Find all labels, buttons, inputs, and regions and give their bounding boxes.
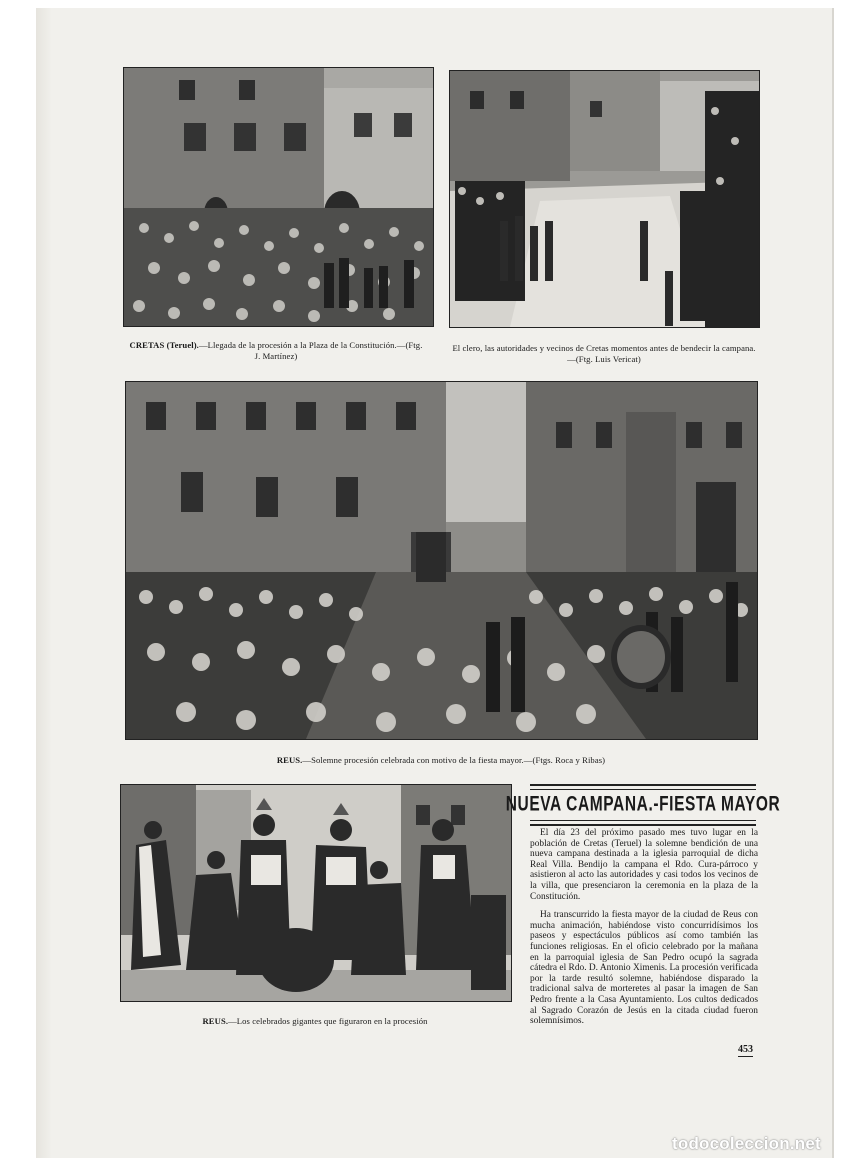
- caption-reus-gigantes: [122, 1016, 508, 1027]
- caption-place: CRETAS (Teruel).: [129, 340, 199, 350]
- article-headline: NUEVA CAMPANA.-FIESTA MAYOR: [505, 792, 781, 816]
- caption-text: —Los celebrados gigantes que figuraron en la procesión: [228, 1016, 428, 1026]
- article-paragraph: Ha transcurrido la fiesta mayor de la ciudad de Reus con mucha animación, habiéndose visto concurridísimos los paseos y espectáculos públicos así como también las funciones religiosas. En el oficio celebrado por la mañana en la parroquial iglesia de San Pedro ocupó la sagrada cátedra el Rdo. D. Antonio Ximenis. La procesión verificada por la tarde resultó solemne, habiéndose disparado la tradicional salva de morteretes al pasar la imagen de San Pedro frente a la Casa Ayuntamiento. Los cultos dedicados al Sagrado Corazón de Jesús en la citada ciudad fueron solemnísimos.: [530, 910, 758, 1027]
- photo-cretas-plaza: [123, 67, 434, 327]
- caption-place: REUS.: [202, 1016, 229, 1026]
- caption-text: —Solemne procesión celebrada con motivo de la fiesta mayor.—(Ftgs. Roca y Ribas): [302, 755, 606, 765]
- photo-reus-procesion-image: [126, 382, 757, 739]
- page-number: 453: [738, 1044, 753, 1055]
- photo-cretas-clero-image: [450, 71, 759, 327]
- watermark: todocoleccion.net: [672, 1134, 821, 1153]
- caption-cretas-plaza: [126, 340, 426, 362]
- caption-text: El clero, las autoridades y vecinos de Cretas momentos antes de bendecir la campana.—(Ftg. Luis Vericat): [452, 343, 756, 364]
- caption-reus-procesion: [126, 755, 756, 766]
- photo-cretas-clero: [449, 70, 760, 328]
- caption-place: REUS.: [276, 755, 303, 765]
- caption-text: —Llegada de la procesión a la Plaza de la Constitución.—(Ftg. J. Martínez): [198, 340, 423, 361]
- photo-reus-gigantes-image: [121, 785, 511, 1001]
- photo-reus-gigantes: [120, 784, 512, 1002]
- article-headline-box: [505, 784, 781, 826]
- caption-cretas-clero: [452, 343, 756, 365]
- photo-reus-procesion: [125, 381, 758, 740]
- page-binding-edge: [36, 8, 52, 1158]
- article-paragraph: El día 23 del próximo pasado mes tuvo lugar en la población de Cretas (Teruel) la solemne bendición de una nueva campana destinada a la iglesia parroquial de dicha Real Villa. Bendijo la campana el Rdo. Cura-párroco y asistieron al acto las autoridades y casi todos los vecinos de la villa, que presenciaron la ceremonia en la plaza de la Constitución.: [530, 828, 758, 902]
- photo-cretas-plaza-image: [124, 68, 433, 326]
- article-body: [530, 828, 758, 1035]
